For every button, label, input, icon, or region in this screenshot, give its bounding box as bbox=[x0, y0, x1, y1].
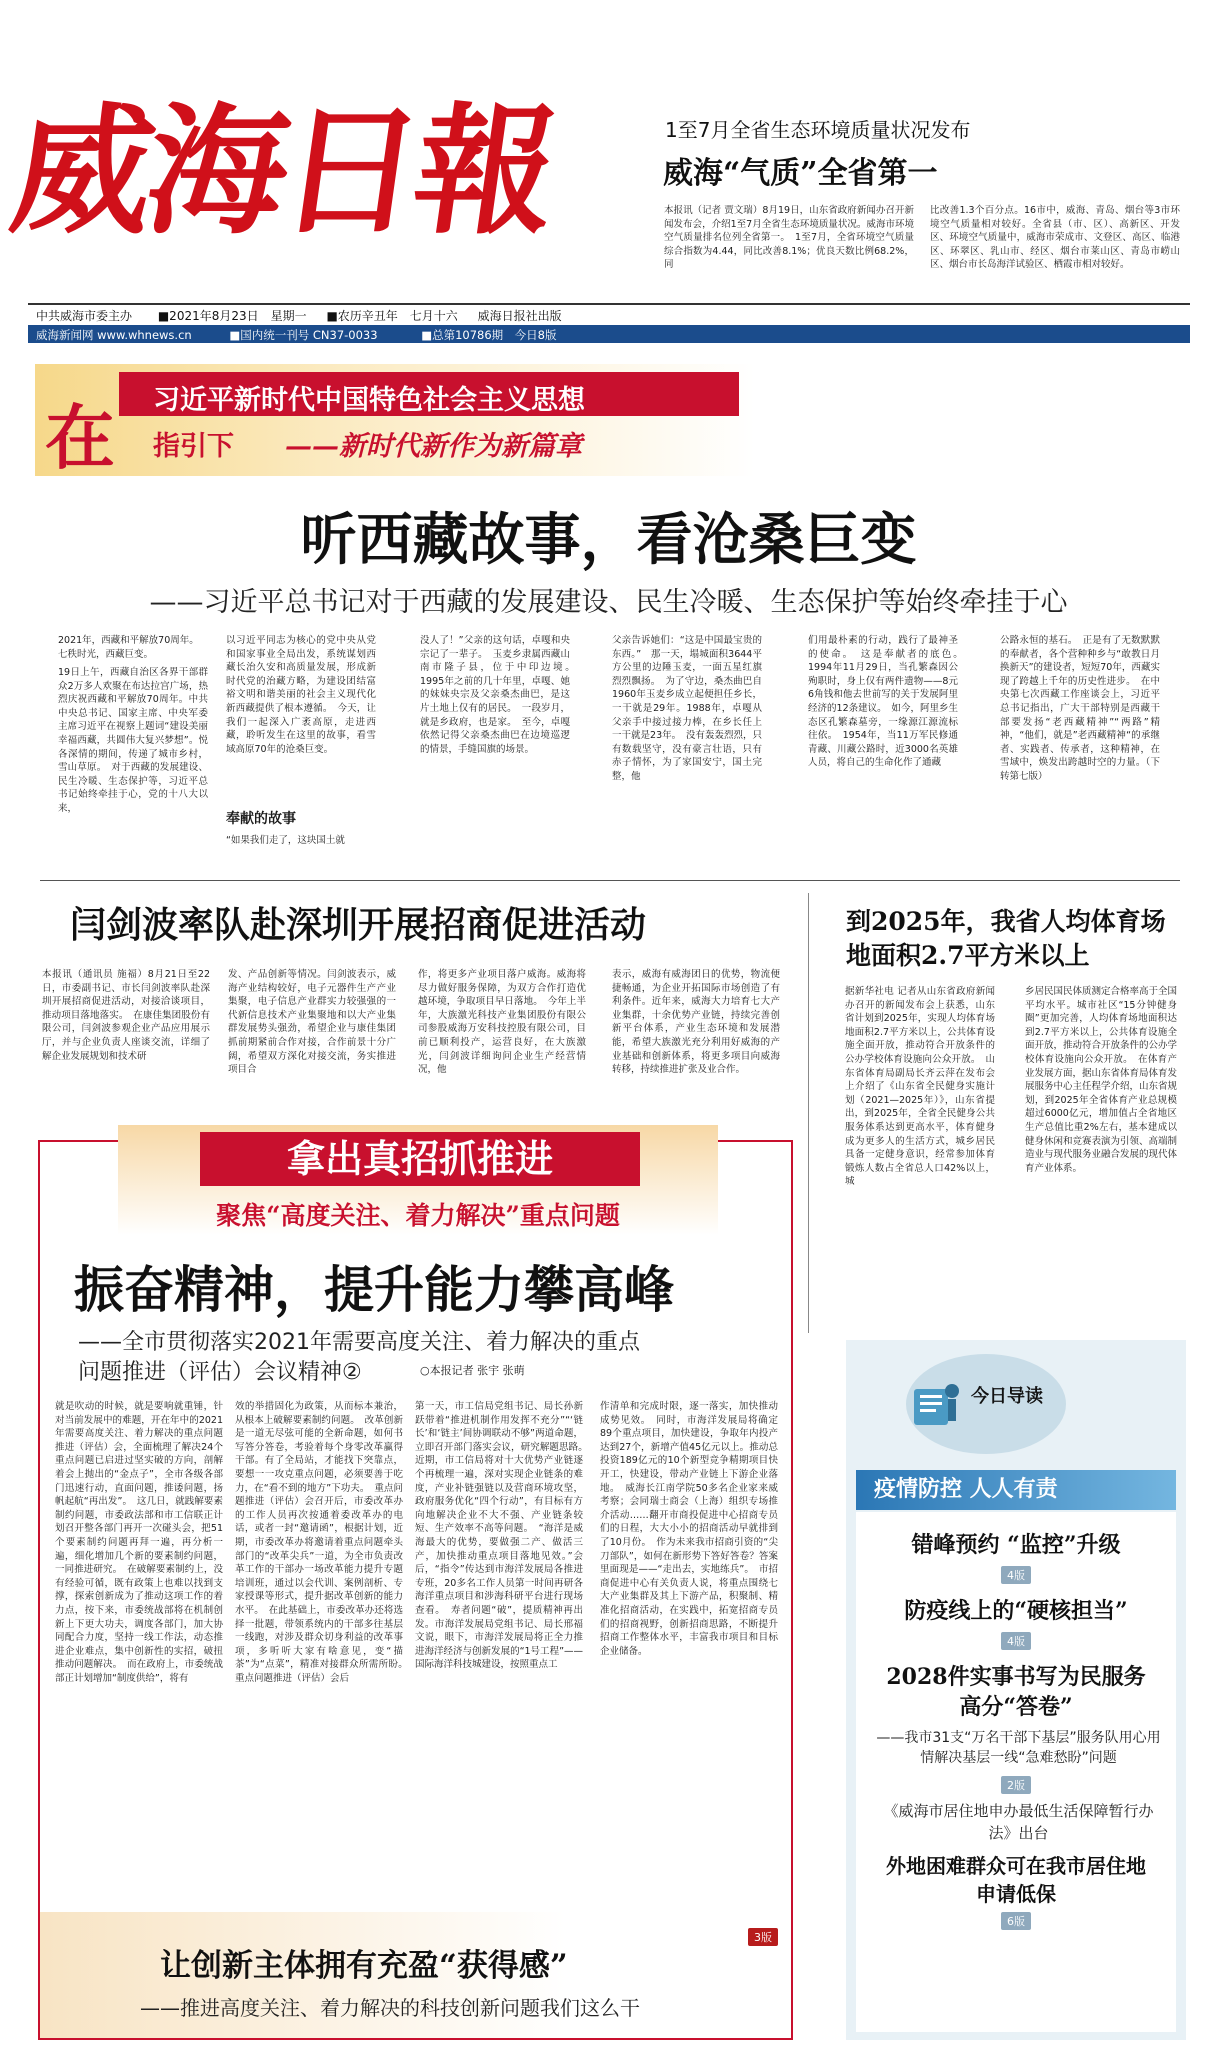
innovation-subhead: ——推进高度关注、着力解决的科技创新问题我们这么干 bbox=[140, 1996, 640, 2020]
shenzhen-col1: 本报讯（通讯员 施福）8月21日至22日，市委副书记、市长闫剑波率队赴深圳开展招商促进活动，对接洽谈项目，推动项目落地落实。 在康佳集团股份有限公司，闫剑波参观企业产品应用展示厅，并与企业负责人座谈交流，详细了解企业发展规划和技术研 bbox=[42, 969, 210, 1062]
today-item-2-page: 4版 bbox=[846, 1630, 1186, 1650]
tibet-col2-heading: 奉献的故事 bbox=[226, 811, 296, 827]
banner-line2: 指引下 bbox=[153, 431, 234, 462]
zhaoshang-col4: 作清单和完成时限，逐一落实，加快推动成势见效。 同时，市海洋发展局将确定89个重点项目，加快建设，争取年内投产达到27个，新增产值45亿元以上。推动总投资189亿元的10个新型竞争精期项目快开工，快建设，带动产业链上下游企业落地。 威海长江南学院50多名企业家来威考察；会同瑞士商会（上海）组织专场推介活动……翻开市商投促进中心招商专员们的日程，大大小小的招商活动早就排到了10月份。 作为未来我市招商引资的“尖刀部队”，如何在新形势下答好答卷？答案里面现是——“走出去，实地练兵”。 市招商促进中心有关负责人说，将重点围绕七大产业集群及其上下游产品，积聚制、精准化招商活动，在实践中，拓宽招商专员们的招商视野，创新招商思路，不断提升招商工作整体水平，丰富我市项目和目标企业储备。 bbox=[600, 1401, 778, 1657]
tibet-subhead: ——习近平总书记对于西藏的发展建设、民生冷暖、生态保护等始终牵挂于心 bbox=[149, 587, 1068, 618]
innovation-page: 3版 bbox=[748, 1926, 778, 1946]
masthead-date: ■2021年8月23日 星期一 bbox=[157, 309, 307, 323]
sports-col1: 据新华社电 记者从山东省政府新闻办召开的新闻发布会上获悉，山东省计划到2025年，实现人均体育场地面积2.7平方米以上，公共体育设施全面开放，推动符合开放条件的公办学校体育设施向公众开放。 山东省体育局副局长齐云萍在发布会上介绍了《山东省全民健身实施计划（2021—2025年）》，山东省提出，到2025年，全省全民健身公共服务体系达到更高水平，体育健身成为更多人的生活方式，城乡居民具备一定健身意识，经常参加体育锻炼人数占全省总人口42%以上，城 bbox=[845, 986, 995, 1188]
today-item-3[interactable]: 2028件实事书写为民服务高分“答卷” bbox=[886, 1664, 1146, 1720]
masthead-sponsor: 中共威海市委主办 bbox=[36, 309, 133, 323]
tibet-col2-tail: “如果我们走了，这块国土就 bbox=[226, 835, 345, 846]
shenzhen-col2: 发、产品创新等情况。闫剑波表示，威海产业结构较好，电子元器件生产产业集聚，电子信息产业群实力较强强的一代新信息技术产业集聚地和以大产业集群发展势头强劲，希望企业与康佳集团抓前期紧前合作对接，合作前景十分广阔，希望双方深化对接交流，务实推进项目合 bbox=[228, 969, 396, 1076]
innovation-headline: 让创新主体拥有充盈“获得感” bbox=[160, 1948, 568, 1984]
today-item-4-page: 6版 bbox=[846, 1910, 1186, 1930]
banner-char: 在 bbox=[45, 396, 115, 479]
masthead-website: 威海新闻网 www.whnews.cn bbox=[36, 328, 192, 342]
sports-col2: 乡居民国民体质测定合格率高于全国平均水平。城市社区“15分钟健身圈”更加完善，人均体育场地面积达到2.7平方米以上，公共体育设施全面开放，推动符合开放条件的公办学校体育设施向公众开放。 在体育产业发展方面，据山东省体育局体育发展服务中心主任程学介绍，山东省规划，到2025年全省体育产业总规模超过6000亿元，增加值占全省地区生产总值比重2%左右，基本建成以健身休闲和竞赛表演为引领、高端制造业与现代服务业融合发展的现代体育产业体系。 bbox=[1025, 986, 1178, 1174]
tibet-col2-wrap bbox=[226, 634, 376, 870]
today-item-3-page: 2版 bbox=[846, 1774, 1186, 1794]
theme-banner bbox=[35, 364, 755, 479]
banner-line1: 习近平新时代中国特色社会主义思想 bbox=[153, 385, 585, 416]
today-item-1-page: 4版 bbox=[846, 1564, 1186, 1584]
masthead-logo bbox=[2, 70, 562, 254]
zhaoshang-headline: 振奋精神，提升能力攀高峰 bbox=[74, 1260, 674, 1319]
zhaoshang-subhead2: 问题推进（评估）会议精神② bbox=[78, 1360, 362, 1385]
tibet-col6: 公路永恒的基石。 正是有了无数默默的奉献者，各个营种种乡与“敢教日月换新天”的建设者，短短70年，西藏实现了跨越上千年的历史性进步。 在中央第七次西藏工作座谈会上，习近平总书记指出，广大干部特别是西藏干部要发扬“老西藏精神”“两路”精神，“他们，就是”老西藏精神“的承继者、实践者、传承者，这种精神，在雪域中，焕发出跨越时空的力量。（下转第七版） bbox=[1000, 635, 1160, 782]
zhaoshang-tag: 拿出真招抓推进 bbox=[200, 1132, 640, 1186]
masthead-publisher: 威海日报社出版 bbox=[477, 309, 562, 323]
masthead-info-row1 bbox=[36, 307, 1186, 323]
covid-banner: 疫情防控 人人有责 bbox=[856, 1470, 1176, 1510]
today-item-4[interactable]: 外地困难群众可在我市居住地申请低保 bbox=[886, 1854, 1146, 1906]
today-item-1[interactable]: 错峰预约 “监控”升级 bbox=[911, 1532, 1121, 1558]
tibet-col5: 们用最朴素的行动，践行了最神圣的使命。 这是奉献者的底色。 1994年11月29日，当孔繁森因公殉职时，身上仅有两件遗物——8元6角钱和他去世前写的关于发展阿里经济的12条建议。 如今，阿里乡生态区孔繁森墓旁，一缘源江源流标往依。 1954年，当11万军民修通青藏、川藏公路时，近3000名英雄人员，将自己的生命化作了通藏 bbox=[808, 635, 968, 769]
zhaoshang-col2: 效的举措固化为政策，从而标本兼治，从根本上破解要素制约问题。 改革创新是一道无尽弦可能的全新命题，如何书写答分答卷，考验着每个身零改革赢得干部。有了全局站，才能找下突靠点，要想一一攻克重点问题，必须要善于吃力，在“看不到的地方”下功夫。 重点问题推进（评估）会召开后，市委改革办的工作人员再次按通着委改革办的电话，或者一封“邀请函”，根据计划，近期，市委改革办将邀请着重点问题牵头部门的“改革尖兵”一道，为全市负责改革工作的干部办一场改革能力提升专题培训班，通过以会代训、案例剖析、专家授课等形式，提升据改革创新的能力水平。 在此基础上，市委改革办还将选择一批题，带领系统内的干部多往基层一线跑，对涉及群众切身利益的改革事项，多听听大家有啥意见，变“描茶”为“点菜”，精准对接群众所需所盼。 重点问题推进（评估）会后 bbox=[235, 1401, 413, 1684]
shenzhen-col4: 表示，威海有威海团日的优势，物流便捷畅通，为企业开拓国际市场创造了有利条件。近年来，威海大力培育七大产业集群，十余优势产业链，持续完善创新平台体系，产业生态环境和发展潜能，希望大族激光充分利用好威海的产业基础和创新体系，将更多项目向威海转移，持续推进扩张及业合作。 bbox=[612, 969, 780, 1076]
shenzhen-headline: 闫剑波率队赴深圳开展招商促进活动 bbox=[70, 904, 647, 946]
zhaoshang-col3: 第一天，市工信局党组书记、局长孙新跃带着“推进机制作用发挥不充分”“‘链长’和‘链主’间协调联动不够”两道命题，立即召开部门落实会议，研究解题思路。 近期，市工信局将对十大优势产业链逐个再梳理一遍，深对实现企业链条的难度，产业补链强链以及营商环境攻坚，政府服务优化“四个行动”，有目标有方向地解决企业不大不强、产业链条较短、生产效率不高等问题。 “海洋是威海最大的优势，要做强二产、做活三产，加快推动重点项目落地见效。”会后，“指令”传达到市海洋发展局各推进专班，20多名工作人员第一时间再研各海洋重点项目和涉海科研平台进行现场查看。 寿者问题“破”，提质精神再出发。市海洋发展局党组书记、局长邢福文说，眼下，市海洋发展局将正全力推进海洋经济与创新发展的“1号工程”——国际海洋科技城建设，按照重点工 bbox=[415, 1401, 593, 1671]
zhaoshang-col1: 就是吹动的时候，就是要响就重锤，针对当前发展中的难题，开在年中的2021年需要高度关注、着力解决的重点问题推进（评估）会，全面梳理了解决24个重点问题已启进过坚实破的方向，剖解着会上抛出的“金点子”，全市各级各部门迅速行动，直面问题，推诿问题，扬帆起航“再出发”。 这几日，就践解要素制约问题，市委政法部和市工信联正计划召开整各部门再开一次碰头会，把51个要素制约问题再拜一遍，再分析一遍，细化增加几个新的要素制约问题，一同推进研究。 在破解要素制约上，没有经验可循，既有政策上也难以找到支撑，探索创新成为了推动这项工作的着力点，按下来，市委统战部将在机制创新上下更大功夫，调度各部门，加大协同配合力度，坚持一线工作法，动态推进企业难点，集中创新性的实招，破扭推动问题解决。 而在政府上，市委统战部正计划增加“制度供给”，将有 bbox=[55, 1401, 223, 1684]
top-kicker: 1至7月全省生态环境质量状况发布 bbox=[665, 118, 971, 142]
banner-line3: ——新时代新作为新篇章 bbox=[285, 431, 582, 462]
masthead-cn: ■国内统一刊号 CN37-0033 bbox=[229, 328, 378, 342]
svg-text:威海日報: 威海日報 bbox=[2, 89, 562, 254]
today-title: 今日导读 bbox=[971, 1386, 1043, 1407]
today-icon bbox=[906, 1375, 966, 1435]
shenzhen-col3: 作，将更多产业项目落户威海。威海将尽力做好服务保障，为双方合作打造优越环境，争取项目早日落地。 今年上半年，大族激光科技产业集团股份有限公司参股威海万安科技控股有限公司，目前已顺利投产，运营良好，在大族激光，闫剑波详细询问企业生产经营情况，他 bbox=[418, 969, 586, 1076]
zhaoshang-byline: ○本报记者 张宇 张萌 bbox=[420, 1364, 525, 1377]
today-item-4-top: 《威海市居住地申办最低生活保障暂行办法》出台 bbox=[883, 1802, 1154, 1842]
zhaoshang-tagline: 聚焦“高度关注、着力解决”重点问题 bbox=[216, 1201, 620, 1230]
masthead-lunar: ■农历辛丑年 七月十六 bbox=[326, 309, 458, 323]
sports-headline: 到2025年，我省人均体育场地面积2.7平方米以上 bbox=[846, 907, 1166, 970]
top-headline: 威海“气质”全省第一 bbox=[663, 156, 938, 191]
tibet-col1: 19日上午，西藏自治区各界干部群众2万多人欢聚在布达拉宫广场，热烈庆祝西藏和平解放70周年。中共中央总书记、国家主席、中央军委主席习近平在视察上题词“建设美丽幸福西藏，共圆伟大复兴梦想”。悦各深情的期间，传递了城市乡村，雪山草原。 对于西藏的发展建设、民生冷暖、生态保护等，习近平总书记始终牵挂于心，党的十八大以来， bbox=[58, 667, 208, 814]
tibet-col2: 以习近平同志为核心的党中央从党和国家事业全局出发，系统谋划西藏长治久安和高质量发展，形成新时代党的治藏方略，为建设团结富裕文明和谐美丽的社会主义现代化新西藏提供了根本遵循。 今天，让我们一起深入广袤高原，走进西藏，聆听发生在这里的故事，看雪域高原70年的沧桑巨变。 bbox=[226, 635, 376, 755]
tibet-col3: 没人了！”父亲的这句话，卓嘎和央宗记了一辈子。 玉麦乡隶属西藏山南市隆子县，位于中印边境。 1995年之前的几十年里，卓嘎、她的妹妹央宗及父亲桑杰曲巴，是这片土地上仅有的居民。 一段岁月，就是乡政府，也是家。 至今，卓嘎依然记得父亲桑杰曲巴在边境巡逻的情景，手缝国旗的场景。 bbox=[420, 635, 580, 755]
tibet-headline: 听西藏故事，看沧桑巨变 bbox=[300, 507, 917, 573]
today-panel bbox=[846, 1340, 1186, 2040]
zhaoshang-subhead1: ——全市贯彻落实2021年需要高度关注、着力解决的重点 bbox=[78, 1330, 640, 1355]
tibet-intro: 2021年，西藏和平解放70周年。七秩时光，西藏巨变。 bbox=[58, 635, 199, 660]
top-story-col1: 本报讯（记者 贾文瑞）8月19日，山东省政府新闻办召开新闻发布会，介绍1至7月全省生态环境质量状况。威海市环境空气质量排名位列全省第一。 1至7月，全省环境空气质量综合指数为4.44，同比改善8.1%；优良天数比例68.2%，同 bbox=[664, 205, 914, 271]
top-story-col2: 比改善1.3个百分点。16市中，威海、青岛、烟台等3市环境空气质量相对较好。全省县（市、区）、高新区、开发区、环境空气质量中，威海市荣成市、文登区、高区、临港区、环翠区、乳山市、经区、烟台市莱山区、青岛市崂山区、烟台市长岛海洋试验区、栖霞市相对较好。 bbox=[930, 205, 1180, 271]
today-item-3-sub: ——我市31支“万名干部下基层”服务队用心用情解决基层一线“急难愁盼”问题 bbox=[876, 1730, 1161, 1766]
masthead-info-bar bbox=[28, 325, 1190, 343]
masthead-issue: ■总第10786期 今日8版 bbox=[421, 328, 557, 342]
tibet-col4: 父亲告诉她们：“这是中国最宝贵的东西。” 那一天，塌城面积3644平方公里的边陲玉麦，一面五星红旗烈烈飘扬。 为了守边，桑杰曲巴自1960年玉麦乡成立起便担任乡长，一干就是29年。1988年，卓嘎从父亲手中接过接力棒，在乡长任上一干就是23年。 没有轰轰烈烈，只有数载坚守，没有豪言壮语，只有赤子情怀，为了家国安宁，国土完整，他 bbox=[612, 635, 762, 782]
today-item-2[interactable]: 防疫线上的“硬核担当” bbox=[904, 1598, 1128, 1624]
